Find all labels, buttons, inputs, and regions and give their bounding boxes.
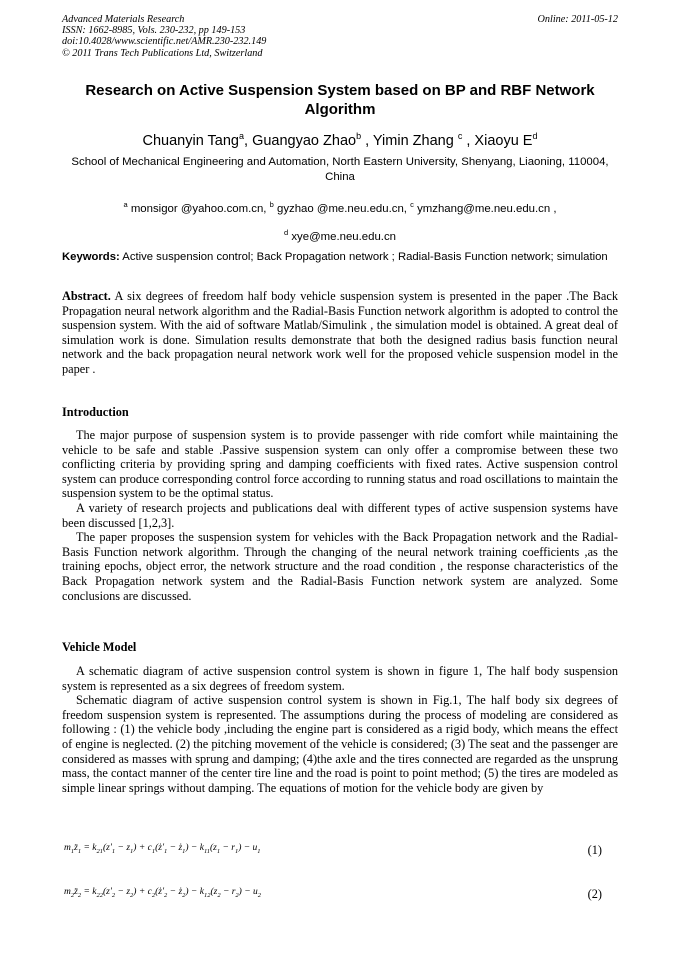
paragraph: Schematic diagram of active suspension control system is shown in Fig.1, The half body six degrees of freedom suspension system is represented. The assumptions during the process of modeling are considered as following : (1) the vehicle body ,including the engine part is considered as a rigid body, which means the effect of engine is neglected. (2) the pitching movement of the vehicle is considered; (3) The seat and the passenger are considered as masses with sprung and damping; (4)the axle and the tires connected are regarded as the unsprung mass, the contact manner of the center tire line and the road is point to point method; (5) the tires are modeled as simple linear springs without damping. The equations of motion for the vehicle body are given by xyxy=(62,693,618,795)
email-address: ymzhang@me.neu.edu.cn , xyxy=(417,202,557,215)
email-address: xye@me.neu.edu.cn xyxy=(291,230,396,243)
abstract xyxy=(62,289,618,377)
abstract-text: A six degrees of freedom half body vehicle suspension system is presented in the paper .The Back Propagation neural network algorithm and the Radial-Basis Function network algorithm is adopted to control the suspension system. With the aid of software Matlab/Simulink , the simulation model is obtained. A great deal of simulation work is done. Simulation results demonstrate that both the designed radius basis function neural network and the back propagation neural network work well for the proposed vehicle suspension model in the paper . xyxy=(62,289,618,376)
equation-1 xyxy=(62,843,618,863)
paragraph: A variety of research projects and publications deal with different types of active suspension systems have been discussed [1,2,3]. xyxy=(62,500,618,530)
journal-header xyxy=(62,14,618,59)
keywords-label: Keywords: xyxy=(62,251,120,263)
journal-name: Advanced Materials Research xyxy=(62,14,185,25)
equation-expression: $m_1z̈_1 = k_{21}(z'_1 - z_1)$ + $c_1(ż'_1$ − $ż_1) - k_{11}(z_1 - r_1) - u_1$ xyxy=(64,843,261,855)
keywords xyxy=(62,250,618,264)
paper-title: Research on Active Suspension System based on BP and RBF Network Algorithm xyxy=(85,82,595,118)
email-address: gyzhao @me.neu.edu.cn, xyxy=(276,202,407,215)
paragraph: The paper proposes the suspension system for vehicles with the Back Propagation network and the Radial-Basis Function network algorithm. Through the changing of the neural network training coefficients ,as the training epochs, object error, the network structure and the road condition , the response characteristics of the Back Propagation network system and the Radial-Basis Function network system are analyzed. Some conclusions are discussed. xyxy=(62,530,618,603)
paragraph: A schematic diagram of active suspension control system is shown in figure 1, The half body suspension system is represented as a six degrees of freedom system. xyxy=(62,664,618,693)
paragraph: The major purpose of suspension system is to provide passenger with ride comfort while maintaining the vehicle to be safe and stable .Passive suspension system can only offer a compromise between these two conflicting criteria by providing spring and damping coefficients with fixed rates. Active suspension control system can produce corresponding control force according to running status and road oscillations to maintain the suspension system to be the optimal status. xyxy=(62,428,618,501)
equation-2 xyxy=(62,887,618,907)
author-mark: a xyxy=(239,131,245,141)
section-heading-introduction: Introduction xyxy=(62,405,129,419)
email-mark: a xyxy=(123,200,128,209)
issn-line: ISSN: 1662-8985, Vols. 230-232, pp 149-153 xyxy=(62,25,246,37)
copyright-line: © 2011 Trans Tech Publications Ltd, Switzerland xyxy=(62,47,263,59)
keywords-text: Active suspension control; Back Propagation network ; Radial-Basis Function network; simulation xyxy=(122,251,608,263)
author-mark: b xyxy=(356,131,362,141)
introduction-body xyxy=(62,428,618,603)
author-name: Yimin Zhang xyxy=(372,132,454,149)
equation-expression: $m_2z̈_2 = k_{22}(z'_2 - z_2)$ + $c_2(ż'_2$ − $ż_2) - k_{12}(z_2 - r_2) - u_2$ xyxy=(64,887,261,899)
author-name: Xiaoyu E xyxy=(474,132,533,149)
email-mark: d xyxy=(284,227,289,237)
email-list xyxy=(62,193,618,249)
author-list: Chuanyin Tang$^a$, Guangyao Zhao$^b$ , Yimin Zhang $^c$ , Xiaoyu $E^d$ xyxy=(142,131,538,149)
author-name: Guangyao Zhao xyxy=(252,132,357,149)
vehicle-model-body xyxy=(62,664,618,795)
email-mark: c xyxy=(410,200,414,209)
section-heading-vehicle-model: Vehicle Model xyxy=(62,640,137,654)
email-address: monsigor @yahoo.com.cn, xyxy=(130,202,267,215)
equation-number: (1) xyxy=(587,843,602,857)
author-mark: c xyxy=(457,131,463,141)
author-name: Chuanyin Tang xyxy=(142,132,239,149)
email-line xyxy=(62,193,618,221)
doi-line: doi:10.4028/www.scientific.net/AMR.230-232.149 xyxy=(62,36,267,48)
author-mark: d xyxy=(532,131,538,141)
email-line xyxy=(62,221,618,249)
affiliation: School of Mechanical Engineering and Automation, North Eastern University, Shenyang, Liaoning, 110004, China xyxy=(71,156,609,183)
abstract-label: Abstract. xyxy=(62,289,111,303)
equation-number: (2) xyxy=(587,887,602,901)
online-date: Online: 2011-05-12 xyxy=(537,14,618,25)
email-mark: b xyxy=(269,200,274,209)
